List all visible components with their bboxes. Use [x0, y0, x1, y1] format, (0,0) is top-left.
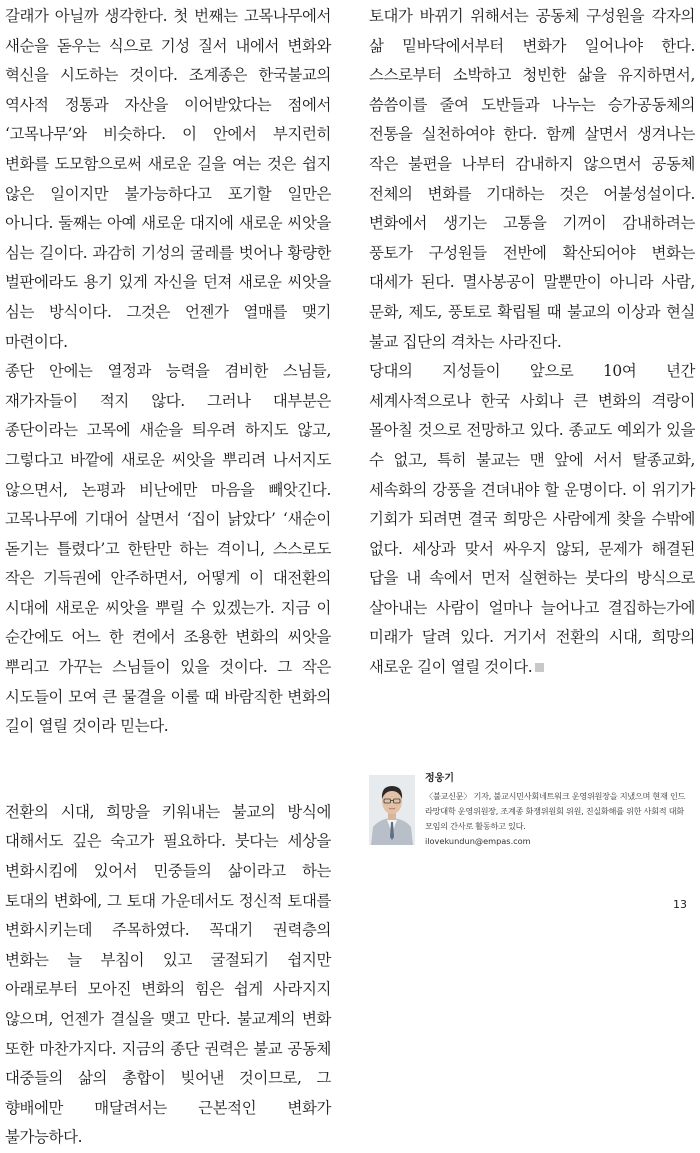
right-column: [369, 2, 695, 683]
author-description: 〈불교신문〉 기자, 불교시민사회네트워크 운영위원장을 지냈으며 현재 인드라망대학 운영위원장, 조계종 화쟁위원회 위원, 진실화해를 위한 사회적 대화모임의 간사로 활동하고 있다.: [425, 791, 686, 831]
author-photo: [369, 775, 415, 845]
end-of-article-mark: [535, 663, 544, 672]
author-bio: [425, 767, 689, 849]
body-paragraph-final: [369, 357, 695, 683]
author-email: ilovekundun@empas.com: [425, 836, 531, 846]
final-paragraph-text: 당대의 지성들이 앞으로 10여 년간 세계사적으로나 한국 사회나 큰 변화의 격랑이 몰아칠 것으로 전망하고 있다. 종교도 예외가 있을 수 없고, 특히 불교는 맨 앞에 서서 탈종교화, 세속화의 강풍을 견뎌내야 할 운명이다. 이 위기가 기회가 되려면 결국 희망은 사람에게 찾을 수밖에 없다. 세상과 맞서 싸우지 않되, 문제가 해결된 답을 내 속에서 먼저 실현하는 붓다의 방식으로 살아내는 사람이 얼마나 늘어나고 결집하는가에 미래가 달려 있다. 거기서 전환의 시대, 희망의 새로운 길이 열릴 것이다.: [369, 362, 695, 677]
page-number: 13: [673, 898, 687, 911]
body-paragraph: 갈래가 아닐까 생각한다. 첫 번째는 고목나무에서 새순을 돋우는 식으로 기성 질서 내에서 변화와 혁신을 시도하는 것이다. 조계종은 한국불교의 역사적 정통과 자산을 이어받았다는 점에서 ‘고목나무’와 비슷하다. 이 안에서 부지런히 변화를 도모함으로써 새로운 길을 여는 것은 쉽지 않은 일이지만 불가능하다고 포기할 일만은 아니다. 둘째는 아예 새로운 대지에 새로운 씨앗을 심는 길이다. 과감히 기성의 굴레를 벗어나 황량한 벌판에라도 용기 있게 자신을 던져 새로운 씨앗을 심는 방식이다. 그것은 언젠가 열매를 맺기 마련이다.: [5, 7, 331, 351]
left-column: [5, 2, 331, 1153]
body-paragraph: 토대가 바뀌기 위해서는 공동체 구성원을 각자의 삶 밑바닥에서부터 변화가 일어나야 한다. 스스로부터 소박하고 청빈한 삶을 유지하면서, 씀씀이를 줄여 도반들과 나누는 승가공동체의 전통을 실천하여야 한다. 함께 살면서 생겨나는 작은 불편을 나부터 감내하지 않으면서 공동체 전체의 변화를 기대하는 것은 어불성설이다. 변화에서 생기는 고통을 기꺼이 감내하려는 풍토가 구성원들 전반에 확산되어야 변화는 대세가 된다. 멸사봉공이 말뿐만이 아니라 사람, 문화, 제도, 풍토로 확립될 때 불교의 이상과 현실 불교 집단의 격차는 사라진다.: [369, 7, 695, 351]
paragraph-spacer: [5, 742, 331, 798]
body-paragraph: 종단 안에는 열정과 능력을 겸비한 스님들, 재가자들이 적지 않다. 그러나 대부분은 종단이라는 고목에 새순을 틔우려 하지도 않고, 그렇다고 바깥에 새로운 씨앗을 뿌리려 나서지도 않으면서, 논평과 비난에만 마음을 빼앗긴다. 고목나무에 기대어 살면서 ‘집이 낡았다’ ‘새순이 돋기는 틀렸다’고 한탄만 하는 격이니, 스스로도 작은 기득권에 안주하면서, 어떻게 이 대전환의 시대에 새로운 씨앗을 뿌릴 수 있겠는가. 지금 이 순간에도 어느 한 켠에서 조용한 변화의 씨앗을 뿌리고 가꾸는 스님들이 있을 것이다. 그 작은 시도들이 모여 큰 물결을 이룰 때 바람직한 변화의 길이 열릴 것이라 믿는다.: [5, 362, 331, 736]
author-portrait-icon: [369, 775, 415, 845]
body-paragraph: 전환의 시대, 희망을 키워내는 불교의 방식에 대해서도 깊은 숙고가 필요하다. 붓다는 세상을 변화시킴에 있어서 민중들의 삶이라고 하는 토대의 변화에, 그 토대 가운데서도 정신적 토대를 변화시키는데 주목하였다. 꼭대기 권력층의 변화는 늘 부침이 있고 굴절되기 쉽지만 아래로부터 모아진 변화의 힘은 쉽게 사라지지 않으며, 언젠가 결실을 맺고 만다. 불교계의 변화 또한 마찬가지다. 지금의 종단 권력은 불교 공동체 대중들의 삶의 총합이 빚어낸 것이므로, 그 향배에만 매달려서는 근본적인 변화가 불가능하다.: [5, 802, 331, 1147]
author-name: 정웅기: [425, 773, 454, 784]
author-box: [369, 767, 689, 857]
